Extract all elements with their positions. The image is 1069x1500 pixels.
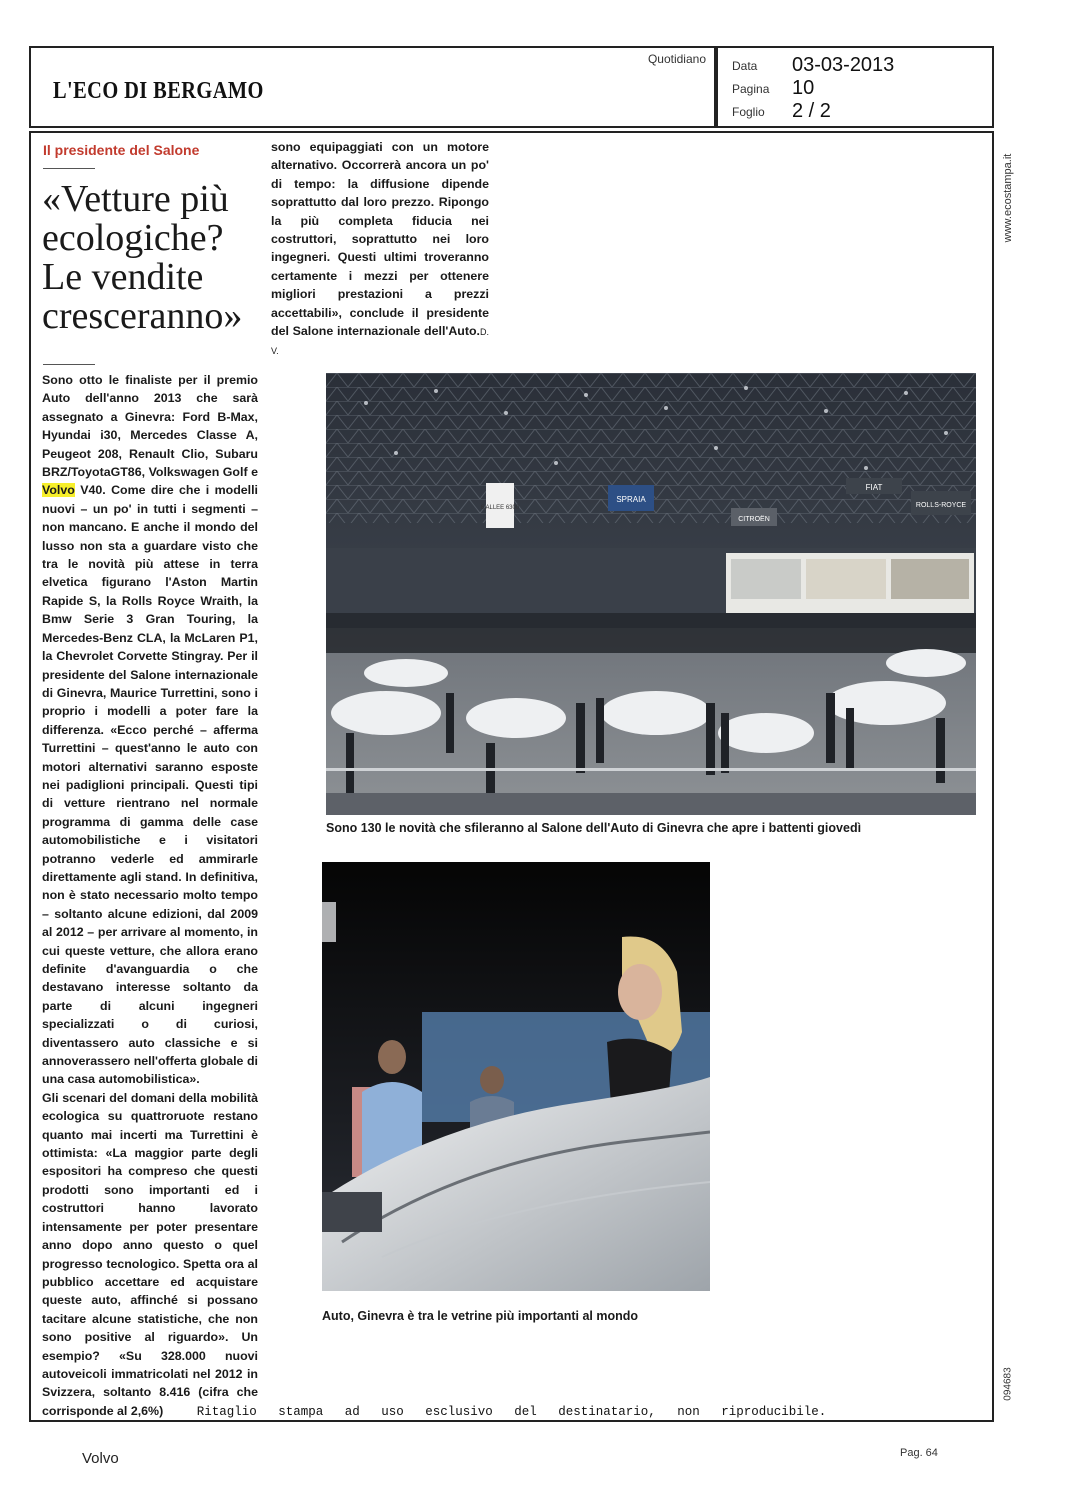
publication-type: Quotidiano bbox=[647, 52, 706, 66]
side-code bbox=[1000, 1360, 1016, 1408]
masthead: L'ECO DI BERGAMO bbox=[53, 78, 264, 104]
meta-label: Pagina bbox=[732, 81, 770, 96]
meta-value: 03-03-2013 bbox=[792, 54, 895, 76]
body-paragraph: Gli scenari del domani della mobilità ecologica su quattroruote restano quanto mai incerti ma Turrettini è ottimista: «La maggior parte degli espositori ha compreso che questi prodotti sono importanti ed i costruttori hanno lavorato intensamente per poter presentare anno dopo anno questo o quel progresso tecnologico. Spetta ora al pubblico accettare ed acquistare queste auto, affinché si possano tacitare alcune statistiche, che non sono positive al riguardo». Un esempio? «Su 328.000 nuovi autoveicoli immatricolati nel 2012 in Svizzera, soltanto 8.416 (cifra che corrisponde al 2,6%) bbox=[42, 1090, 258, 1418]
meta-row-sheet bbox=[732, 100, 831, 123]
model-photo-caption: Auto, Ginevra è tra le vetrine più importanti al mondo bbox=[322, 1309, 639, 1323]
body-column bbox=[42, 371, 258, 1420]
body-text: Sono otto le finaliste per il premio Auto dell'anno 2013 che sarà assegnato a Ginevra: Ford B-Max, Hyundai i30, Mercedes Classe A, Peugeot 208, Renault Clio, Subaru BRZ/ToyotaGT86, Volkswagen Golf e bbox=[42, 373, 258, 480]
meta-row-page bbox=[732, 77, 814, 100]
meta-value: 2 / 2 bbox=[792, 100, 831, 122]
hall-sign: SPRAIA bbox=[616, 495, 646, 504]
body-text: V40. Come dire che i modelli nuovi – un po' in tutti i segmenti – non mancano. E anche il mondo del lusso non sta a guardare visto che tra le novità più attese in terra elvetica figurano l'Aston Martin Rapide S, la Rolls Royce Wraith, la Bmw Serie 3 Gran Touring, la Mercedes-Benz CLA, la McLaren P1, la Chevrolet Corvette Stingray. Per il presidente del Salone internazionale di Ginevra, Maurice Turrettini, sono i proprio i modelli a poter fare la differenza. «Ecco perché – afferma Turrettini – quest'anno le auto con motori alternativi saranno esposte nei padiglioni principali. Questi tipi di vetture rientrano nel normale programma di gamma delle case automobilistiche e i visitatori potranno vederle ed ammirarle direttamente agli stand. In definitiva, non è stato necessario molto tempo – soltanto alcune edizioni, dal 2009 al 2012 – per arrivare al momento, in cui queste vetture, che allora erano definite d'avanguardia o che destavano interesse soltanto da parte di alcuni ingegneri specializzati o di curiosi, diventassero auto classiche e si annoverassero nell'offerta globale di una casa automobilistica». bbox=[42, 483, 258, 1087]
meta-box bbox=[716, 46, 994, 128]
continuation-text: sono equipaggiati con un motore alternativo. Occorrerà ancora un po' di tempo: la diffusione dipende soprattutto dal loro prezzo. Ripongo la più completa fiducia nei costruttori, soprattutto nei loro ingegneri. Questi ultimi troveranno certamente i mezzi per ottenere migliori prestazioni a prezzi accettabili», conclude il presidente del Salone internazionale dell'Auto. bbox=[271, 140, 489, 339]
meta-label: Data bbox=[732, 58, 758, 73]
hall-sign: ROLLS-ROYCE bbox=[915, 502, 967, 509]
hall-photo-caption: Sono 130 le novità che sfileranno al Salone dell'Auto di Ginevra che apre i battenti giovedì bbox=[326, 821, 862, 835]
hall-sign: 6 ALLEE 6300 bbox=[480, 505, 520, 511]
meta-label: Foglio bbox=[732, 104, 765, 119]
divider bbox=[43, 364, 95, 365]
kicker: Il presidente del Salone bbox=[43, 142, 200, 158]
disclaimer: Ritaglio stampa ad uso esclusivo del destinatario, non riproducibile. bbox=[196, 1405, 827, 1419]
headline: «Vetture più ecologiche? Le vendite cresceranno» bbox=[42, 178, 243, 337]
footer-keyword: Volvo bbox=[82, 1450, 119, 1467]
meta-value: 10 bbox=[792, 77, 815, 99]
exhibition-hall-photo bbox=[326, 373, 976, 815]
body-paragraph bbox=[42, 371, 258, 1089]
header-box bbox=[29, 46, 716, 128]
meta-row-date bbox=[732, 54, 894, 77]
highlighted-keyword: Volvo bbox=[42, 483, 75, 498]
hall-sign: FIAT bbox=[865, 483, 883, 492]
footer-page-number: Pag. 64 bbox=[900, 1447, 938, 1459]
author-initials: D. V. bbox=[271, 327, 489, 357]
side-code-text: 094683 bbox=[1002, 1367, 1014, 1401]
model-photo bbox=[322, 862, 710, 1291]
side-url-text: www.ecostampa.it bbox=[1002, 153, 1014, 243]
hall-sign: CITROËN bbox=[738, 516, 770, 523]
divider bbox=[43, 168, 95, 169]
continuation-column bbox=[271, 138, 489, 361]
side-url bbox=[1000, 148, 1016, 248]
